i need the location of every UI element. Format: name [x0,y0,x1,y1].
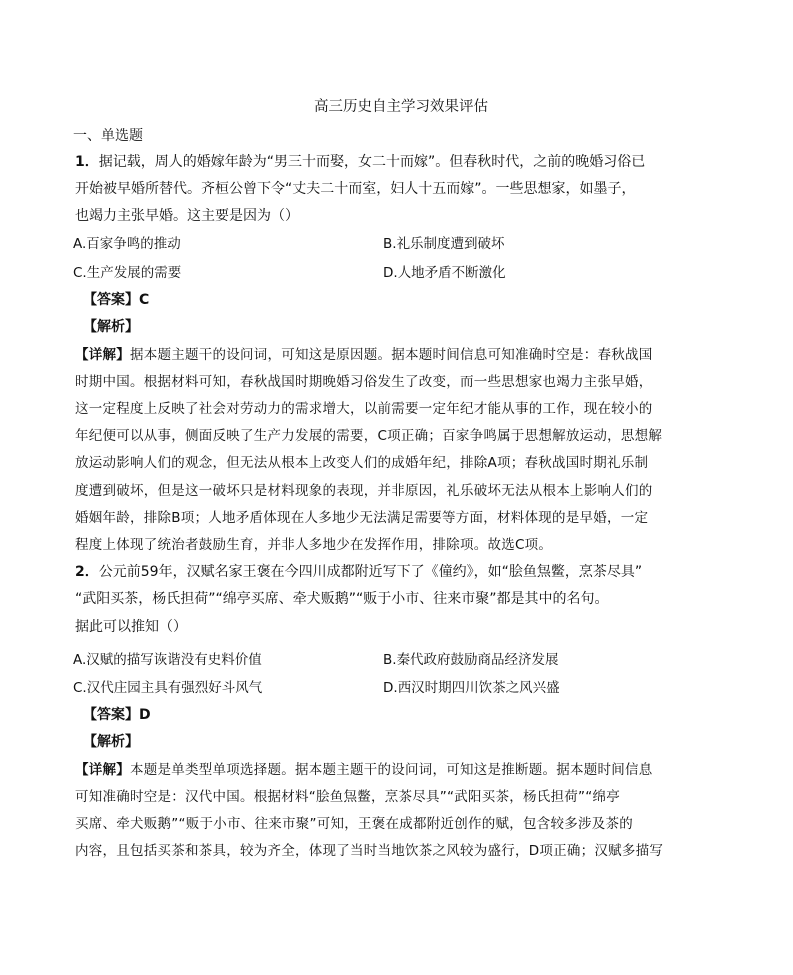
q2-option-a: A.汉赋的描写诙谐没有史料价值 [73,652,262,668]
q1-stem-line-1: 1．据记载，周人的婚嫁年龄为“男三十而娶，女二十而嫁”。但春秋时代，之前的晚婚习俗已 [75,154,646,170]
q1-detail-line-7: 婚姻年龄，排除B项；人地矛盾体现在人多地少无法满足需要等方面，材料体现的是早婚，一定 [75,510,649,526]
q1-option-b: B.礼乐制度遭到破坏 [383,236,505,252]
q2-detail-line-4: 内容，且包括买茶和茶具，较为齐全，体现了当时当地饮茶之风较为盛行，D项正确；汉赋多描写 [75,843,664,859]
q2-detail-line-3: 买席、牵犬贩鹅”“贩于小市、往来市聚”可知，王褒在成都附近创作的赋，包含较多涉及茶的 [75,816,633,832]
q1-answer: 【答案】C [83,292,150,308]
q2-answer: 【答案】D [83,707,151,723]
q2-option-d: D.西汉时期四川饮茶之风兴盛 [383,680,560,696]
q1-detail-line-6: 度遭到破坏，但是这一破坏只是材料现象的表现，并非原因，礼乐破坏无法从根本上影响人们的 [75,483,653,499]
q2-analysis-label: 【解析】 [83,734,139,750]
page-title: 高三历史自主学习效果评估 [314,99,488,115]
q1-detail-line-1: 【详解】据本题主题干的设问词，可知这是原因题。据本题时间信息可知准确时空是：春秋战国 [75,347,653,363]
q1-answer-value: C [139,292,150,308]
q1-stem-line-3: 也竭力主张早婚。这主要是因为（） [75,208,299,224]
q2-answer-value: D [139,707,151,723]
q1-detail-line-8: 程度上体现了统治者鼓励生育，并非人多地少在发挥作用，排除项。故选C项。 [75,537,553,553]
q1-detail-line-5: 放运动影响人们的观念，但无法从根本上改变人们的成婚年纪，排除A项；春秋战国时期礼乐制 [75,455,649,471]
q1-analysis-label: 【解析】 [83,319,139,335]
q1-detail-line-3: 这一定程度上反映了社会对劳动力的需求增大，以前需要一定年纪才能从事的工作，现在较小的 [75,401,653,417]
q1-number: 1 [75,154,85,170]
section-heading: 一、单选题 [73,128,143,144]
q1-option-c: C.生产发展的需要 [73,265,182,281]
q2-stem-line-3: 据此可以推知（） [75,619,187,635]
q2-option-b: B.秦代政府鼓励商品经济发展 [383,652,559,668]
q2-number: 2 [75,564,85,580]
q1-option-d: D.人地矛盾不断激化 [383,265,506,281]
q2-detail-line-2: 可知准确时空是：汉代中国。根据材料“脍鱼炰鳖，烹茶尽具”“武阳买茶，杨氏担荷”“绵亭 [75,789,620,805]
q1-detail-line-4: 年纪便可以从事，侧面反映了生产力发展的需要，C项正确；百家争鸣属于思想解放运动，思想解 [75,428,663,444]
q2-stem-line-2: “武阳买茶，杨氏担荷”“绵亭买席、牵犬贩鹅”“贩于小市、往来市聚”都是其中的名句。 [75,591,609,607]
q2-option-c: C.汉代庄园主具有强烈好斗风气 [73,680,263,696]
q1-stem-line-2: 开始被早婚所替代。齐桓公曾下令“丈夫二十而室，妇人十五而嫁”。一些思想家，如墨子， [75,181,636,197]
q1-detail-line-2: 时期中国。根据材料可知，春秋战国时期晚婚习俗发生了改变，而一些思想家也竭力主张早婚， [75,374,653,390]
q2-stem-line-1: 2．公元前59年，汉赋名家王褒在今四川成都附近写下了《僮约》，如“脍鱼炰鳖，烹茶尽具” [75,564,643,580]
q1-option-a: A.百家争鸣的推动 [73,236,181,252]
q2-detail-line-1: 【详解】本题是单类型单项选择题。据本题主题干的设问词，可知这是推断题。据本题时间信息 [75,762,653,778]
